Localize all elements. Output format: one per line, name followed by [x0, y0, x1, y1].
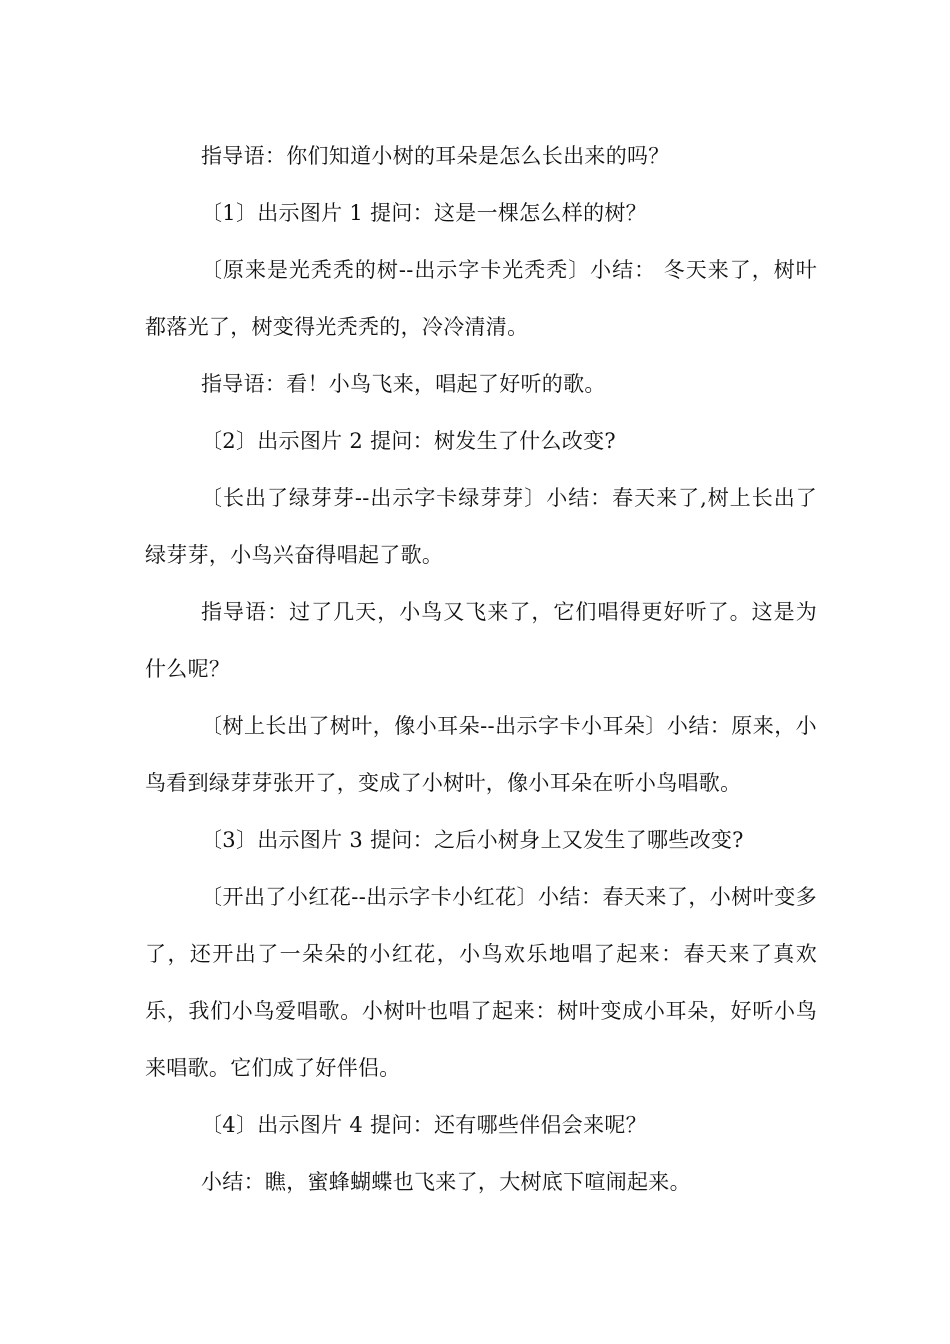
paragraph-guide-3: 指导语：过了几天，小鸟又飞来了，它们唱得更好听了。这是为什么呢？	[145, 600, 817, 681]
paragraph-question-2: 〔2〕出示图片 2 提问：树发生了什么改变?	[201, 429, 616, 453]
paragraph-question-1: 〔1〕出示图片 1 提问：这是一棵怎么样的树？	[201, 201, 647, 225]
paragraph-guide-1: 指导语：你们知道小树的耳朵是怎么长出来的吗？	[201, 144, 670, 168]
paragraph-guide-2: 指导语：看！小鸟飞来，唱起了好听的歌。	[201, 372, 606, 396]
paragraph-summary-1: 〔原来是光秃秃的树--出示字卡光秃秃〕小结： 冬天来了，树叶都落光了，树变得光秃秃的，冷冷清清。	[145, 258, 817, 339]
paragraph-summary-3: 〔树上长出了树叶，像小耳朵--出示字卡小耳朵〕小结：原来，小鸟看到绿芽芽张开了，变成了小树叶，像小耳朵在听小鸟唱歌。	[145, 714, 817, 795]
paragraph-question-3: 〔3〕出示图片 3 提问：之后小树身上又发生了哪些改变?	[201, 828, 744, 852]
paragraph-summary-2: 〔长出了绿芽芽--出示字卡绿芽芽〕小结：春天来了,树上长出了绿芽芽，小鸟兴奋得唱起了歌。	[145, 486, 817, 567]
document-body	[145, 128, 817, 1211]
paragraph-question-4: 〔4〕出示图片 4 提问：还有哪些伴侣会来呢？	[201, 1113, 647, 1137]
paragraph-summary-4: 〔开出了小红花--出示字卡小红花〕小结：春天来了，小树叶变多了，还开出了一朵朵的小红花，小鸟欢乐地唱了起来：春天来了真欢乐，我们小鸟爱唱歌。小树叶也唱了起来：树叶变成小耳朵，好听小鸟来唱歌。它们成了好伴侣。	[145, 885, 817, 1080]
paragraph-summary-5: 小结：瞧，蜜蜂蝴蝶也飞来了，大树底下喧闹起来。	[201, 1170, 691, 1194]
